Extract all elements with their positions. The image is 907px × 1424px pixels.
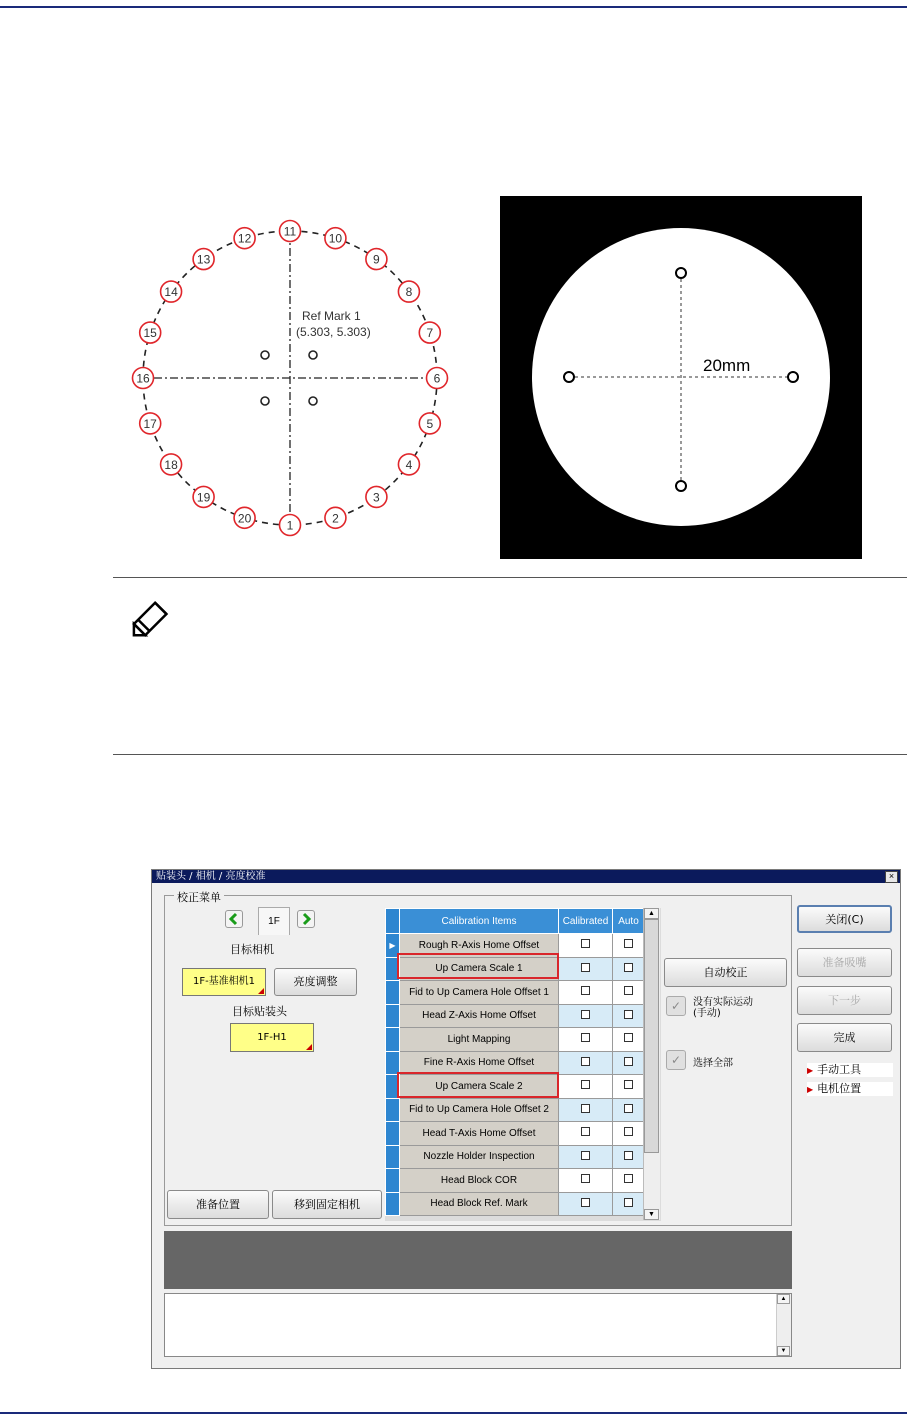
note-pencil-icon: [128, 595, 178, 643]
target-hole: [788, 372, 798, 382]
col-calibrated: Calibrated: [559, 909, 613, 934]
position-marker: [325, 228, 346, 249]
dialog-title: 贴装头 / 相机 / 亮度校准: [152, 870, 900, 883]
col-calibration-items: Calibration Items: [400, 909, 559, 934]
position-number: 12: [237, 231, 252, 246]
row-selector[interactable]: [386, 1098, 400, 1122]
highlight-up-camera-scale-2: [397, 1072, 559, 1098]
position-number: 15: [143, 326, 157, 341]
position-number: 5: [426, 416, 434, 431]
scroll-down-arrow[interactable]: ▼: [777, 1346, 790, 1356]
calibration-item-cell: Head Block Ref. Mark: [400, 1192, 559, 1216]
calibration-item-cell: Fine R-Axis Home Offset: [400, 1051, 559, 1075]
auto-checkbox[interactable]: [624, 963, 633, 972]
calibrated-checkbox[interactable]: [581, 1033, 590, 1042]
head-tab[interactable]: 1F: [258, 907, 290, 935]
position-number: 20: [237, 511, 252, 526]
log-scrollbar[interactable]: [776, 1294, 791, 1356]
auto-checkbox[interactable]: [624, 1174, 633, 1183]
calibrated-cell[interactable]: [559, 1098, 613, 1122]
target-head-selector[interactable]: 1F-H1: [230, 1023, 314, 1052]
position-number: 4: [405, 457, 413, 472]
row-selector[interactable]: [386, 981, 400, 1005]
table-scrollbar[interactable]: [643, 908, 660, 1220]
auto-cell[interactable]: [613, 957, 645, 981]
row-selector[interactable]: [386, 1004, 400, 1028]
ready-position-button[interactable]: 准备位置: [167, 1190, 269, 1219]
table-row[interactable]: [386, 1192, 645, 1216]
calibrated-checkbox[interactable]: [581, 1080, 590, 1089]
position-marker: [280, 221, 301, 242]
auto-cell[interactable]: [613, 1122, 645, 1146]
position-number: 18: [164, 457, 178, 472]
status-panel: [164, 1231, 792, 1289]
position-marker: [234, 507, 255, 528]
position-number: 17: [143, 416, 157, 431]
triangle-right-icon: ▶: [807, 1066, 814, 1075]
auto-cell[interactable]: [613, 1028, 645, 1052]
brightness-calibration-dialog: [151, 869, 901, 1369]
row-selector[interactable]: [386, 1192, 400, 1216]
calibrated-checkbox[interactable]: [581, 1174, 590, 1183]
highlight-up-camera-scale-1: [397, 953, 559, 979]
calibration-item-cell: Fid to Up Camera Hole Offset 1: [400, 981, 559, 1005]
calibrated-checkbox[interactable]: [581, 1151, 590, 1160]
position-marker: [398, 454, 419, 475]
note-top-rule: [113, 577, 907, 578]
calibration-item-cell: Head Z-Axis Home Offset: [400, 1004, 559, 1028]
calibrated-cell[interactable]: [559, 1028, 613, 1052]
calibration-item-cell: Head T-Axis Home Offset: [400, 1122, 559, 1146]
calibration-item-cell: Fid to Up Camera Hole Offset 2: [400, 1098, 559, 1122]
auto-cell[interactable]: [613, 1169, 645, 1193]
position-marker: [140, 413, 161, 434]
calibrated-checkbox[interactable]: [581, 1057, 590, 1066]
table-row[interactable]: [386, 1122, 645, 1146]
position-number: 16: [136, 371, 150, 386]
table-row[interactable]: [386, 1169, 645, 1193]
position-number: 2: [332, 511, 339, 526]
row-selector[interactable]: [386, 1028, 400, 1052]
target-camera-label: 目标相机: [230, 943, 274, 956]
position-number: 3: [373, 490, 380, 505]
position-marker: [161, 454, 182, 475]
auto-cell[interactable]: [613, 1145, 645, 1169]
calibrated-cell[interactable]: [559, 1004, 613, 1028]
auto-checkbox[interactable]: [624, 1033, 633, 1042]
no-motion-label: 没有实际运动 (手动): [693, 997, 753, 1019]
row-selector[interactable]: [386, 1051, 400, 1075]
position-number: 1: [286, 518, 294, 533]
auto-checkbox[interactable]: [624, 1151, 633, 1160]
target-hole: [564, 372, 574, 382]
ref-mark-coords: (5.303, 5.303): [296, 325, 371, 339]
brightness-adjust-button[interactable]: 亮度调整: [274, 968, 357, 996]
row-selector[interactable]: [386, 1169, 400, 1193]
manual-tools-link[interactable]: ▶ 手动工具: [807, 1063, 893, 1077]
auto-checkbox[interactable]: [624, 986, 633, 995]
calibrated-cell[interactable]: [559, 934, 613, 958]
calibrated-cell[interactable]: [559, 1051, 613, 1075]
auto-cell[interactable]: [613, 1004, 645, 1028]
row-header-corner: [386, 909, 400, 934]
note-bottom-rule: [113, 754, 907, 755]
auto-checkbox[interactable]: [624, 1198, 633, 1207]
target-hole: [676, 268, 686, 278]
camera-scale-target-image: [500, 196, 862, 559]
calibrated-cell[interactable]: [559, 1169, 613, 1193]
position-number: 11: [283, 224, 297, 239]
distance-label: 20mm: [703, 356, 751, 375]
position-marker: [398, 281, 419, 302]
position-marker: [325, 507, 346, 528]
calibration-item-cell: Head Block COR: [400, 1169, 559, 1193]
position-marker: [161, 281, 182, 302]
next-step-button[interactable]: 下一步: [797, 986, 892, 1015]
auto-checkbox[interactable]: [624, 1057, 633, 1066]
position-marker: [234, 228, 255, 249]
row-selector[interactable]: [386, 1145, 400, 1169]
position-number: 19: [196, 490, 211, 505]
position-number: 9: [373, 252, 380, 267]
auto-cell[interactable]: [613, 1192, 645, 1216]
select-all-checkbox[interactable]: ✓: [666, 1050, 686, 1070]
close-icon[interactable]: ×: [885, 871, 898, 883]
ref-mark-position-diagram: [120, 210, 465, 550]
calibrated-checkbox[interactable]: [581, 939, 590, 948]
chevron-left-icon: [226, 911, 242, 927]
calibrated-checkbox[interactable]: [581, 1127, 590, 1136]
auto-cell[interactable]: [613, 981, 645, 1005]
prev-head-button[interactable]: [225, 910, 243, 928]
select-all-label: 选择全部: [693, 1058, 733, 1069]
auto-checkbox[interactable]: [624, 1104, 633, 1113]
auto-cell[interactable]: [613, 1075, 645, 1099]
calibration-item-cell: Up Camera Scale 1: [400, 957, 559, 981]
auto-cell[interactable]: [613, 1098, 645, 1122]
scroll-down-arrow[interactable]: ▼: [644, 1209, 659, 1220]
ref-hole: [261, 351, 269, 359]
table-row[interactable]: [386, 1051, 645, 1075]
calibration-item-cell: Rough R-Axis Home Offset: [400, 934, 559, 958]
auto-cell[interactable]: [613, 934, 645, 958]
col-auto: Auto: [613, 909, 645, 934]
position-marker: [419, 413, 440, 434]
target-hole: [676, 481, 686, 491]
position-number: 13: [196, 252, 211, 267]
calibrated-checkbox[interactable]: [581, 1198, 590, 1207]
auto-checkbox[interactable]: [624, 1010, 633, 1019]
auto-checkbox[interactable]: [624, 1080, 633, 1089]
calibration-item-cell: Nozzle Holder Inspection: [400, 1145, 559, 1169]
position-number: 8: [405, 285, 413, 300]
ref-hole: [261, 397, 269, 405]
ref-mark-label: Ref Mark 1: [302, 309, 361, 323]
no-motion-checkbox[interactable]: ✓: [666, 996, 686, 1016]
calibrated-checkbox[interactable]: [581, 1104, 590, 1113]
prepare-nozzle-button[interactable]: 准备吸嘴: [797, 948, 892, 977]
position-marker: [366, 486, 387, 507]
calibration-item-cell: Light Mapping: [400, 1028, 559, 1052]
position-number: 7: [426, 326, 434, 341]
table-row[interactable]: [386, 1145, 645, 1169]
auto-calibrate-button[interactable]: 自动校正: [664, 958, 787, 987]
auto-checkbox[interactable]: [624, 939, 633, 948]
calibration-item-cell: Up Camera Scale 2: [400, 1075, 559, 1099]
calibrated-cell[interactable]: [559, 1122, 613, 1146]
table-row[interactable]: [386, 1098, 645, 1122]
auto-checkbox[interactable]: [624, 1127, 633, 1136]
calibrated-cell[interactable]: [559, 1192, 613, 1216]
ref-hole: [309, 351, 317, 359]
auto-cell[interactable]: [613, 1051, 645, 1075]
position-marker: [193, 486, 214, 507]
move-to-fixed-camera-button[interactable]: 移到固定相机: [272, 1190, 382, 1219]
position-marker: [193, 249, 214, 270]
next-head-button[interactable]: [297, 910, 315, 928]
table-row[interactable]: [386, 981, 645, 1005]
position-marker: [419, 322, 440, 343]
position-number: 14: [164, 285, 178, 300]
position-number: 10: [328, 231, 343, 246]
target-head-label: 目标贴装头: [232, 1005, 287, 1018]
calibrated-cell[interactable]: [559, 957, 613, 981]
ref-hole: [309, 397, 317, 405]
page-bottom-rule: [0, 1412, 907, 1414]
calibrated-checkbox[interactable]: [581, 963, 590, 972]
position-marker: [427, 368, 448, 389]
calibrated-checkbox[interactable]: [581, 1010, 590, 1019]
table-row[interactable]: [386, 1028, 645, 1052]
scroll-up-arrow[interactable]: ▲: [777, 1294, 790, 1304]
triangle-right-icon: ▶: [807, 1085, 814, 1094]
row-selector[interactable]: [386, 1122, 400, 1146]
calibration-menu-label: 校正菜单: [174, 889, 224, 905]
position-marker: [280, 515, 301, 536]
position-number: 6: [433, 371, 441, 386]
scroll-up-arrow[interactable]: ▲: [644, 908, 659, 919]
row-selector[interactable]: ▶: [386, 934, 400, 958]
position-marker: [140, 322, 161, 343]
motor-position-link[interactable]: ▶ 电机位置: [807, 1082, 893, 1096]
finish-button[interactable]: 完成: [797, 1023, 892, 1052]
position-marker: [366, 249, 387, 270]
log-panel: [164, 1293, 792, 1357]
target-camera-selector[interactable]: 1F-基准相机1: [182, 968, 266, 996]
chevron-right-icon: [298, 911, 314, 927]
table-row[interactable]: [386, 1004, 645, 1028]
calibrated-cell[interactable]: [559, 981, 613, 1005]
scroll-thumb[interactable]: [644, 919, 659, 1153]
calibrated-cell[interactable]: [559, 1075, 613, 1099]
position-marker: [133, 368, 154, 389]
close-button[interactable]: 关闭(C): [797, 905, 892, 933]
calibrated-cell[interactable]: [559, 1145, 613, 1169]
page-top-rule: [0, 6, 907, 8]
calibrated-checkbox[interactable]: [581, 986, 590, 995]
